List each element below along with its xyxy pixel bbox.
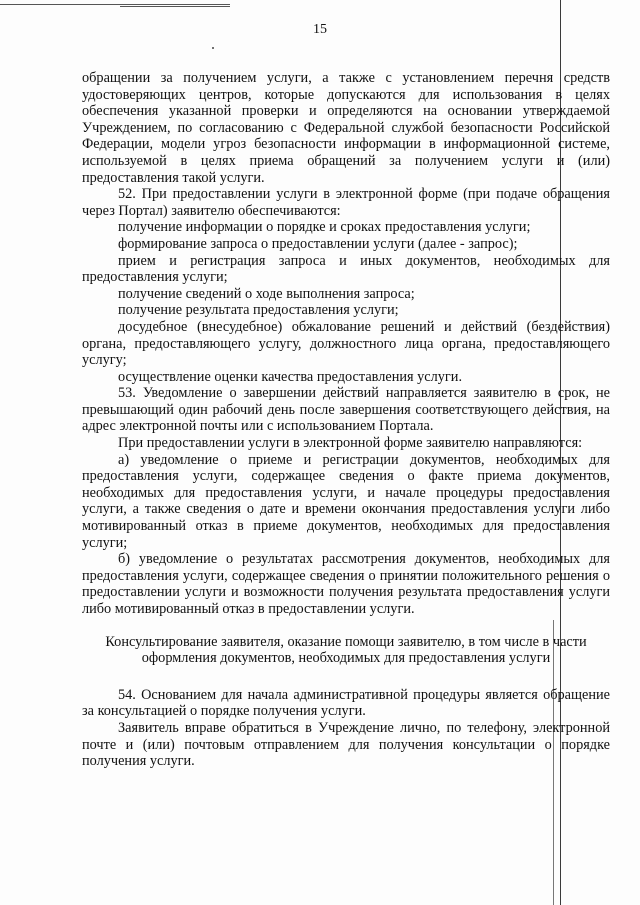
page-number: 15 bbox=[313, 22, 327, 37]
list-item: получение результата предоставления услуги; bbox=[118, 302, 399, 319]
paragraph-53: 53. Уведомление о завершении действий направляется заявителю в срок, не превышающий один рабочий день после завершения соответствующего действия, на адрес электронной почты или с использованием Портала. bbox=[82, 385, 610, 435]
list-item: осуществление оценки качества предоставления услуги. bbox=[118, 368, 463, 385]
section-heading: Консультирование заявителя, оказание помощи заявителю, в том числе в части оформления документов, необходимых для предоставления услуги bbox=[105, 633, 587, 667]
top-rule bbox=[0, 4, 230, 5]
paragraph-52: 52. При предоставлении услуги в электронной форме (при подаче обращения через Портал) заявителю обеспечиваются: bbox=[82, 186, 610, 219]
list-item-b: б) уведомление о результатах рассмотрения документов, необходимых для предоставления услуги, содержащее сведения о принятии положительного решения о предоставлении услуги и возможности получения результата предоставления услуги либо мотивированный отказ в предоставлении услуги. bbox=[82, 551, 610, 617]
list-item: получение информации о порядке и сроках предоставления услуги; bbox=[118, 219, 531, 236]
scan-speck bbox=[212, 47, 214, 49]
document-body bbox=[82, 70, 610, 770]
paragraph: При предоставлении услуги в электронной форме заявителю направляются: bbox=[118, 435, 583, 452]
list-item: прием и регистрация запроса и иных документов, необходимых для предоставления услуги; bbox=[82, 252, 610, 286]
list-item: формирование запроса о предоставлении услуги (далее - запрос); bbox=[118, 235, 518, 252]
paragraph: Заявитель вправе обратиться в Учреждение лично, по телефону, электронной почте и (или) почтовым отправлением для получения консультации о порядке получения услуги. bbox=[82, 719, 610, 770]
list-item-a: а) уведомление о приеме и регистрации документов, необходимых для предоставления услуги, содержащее сведения о факте приема документов, необходимых для предоставления услуги, и начале процедуры предоставления услуги, а также сведения о дате и времени окончания предоставления услуги либо мотивированный отказ в приеме документов, необходимых для предоставления услуги; bbox=[82, 451, 610, 551]
paragraph-54: 54. Основанием для начала административной процедуры является обращение за консультацией о порядке получения услуги. bbox=[82, 686, 610, 720]
paragraph-continuation: обращении за получением услуги, а также с установлением перечня средств удостоверяющих центров, которые допускаются для использования в целях обеспечения указанной проверки и определяются на основании утверждаемой Учреждением, по согласованию с Федеральной службой безопасности Российской Федерации, модели угроз безопасности информации в информационной системе, используемой в целях приема обращений за получением услуги и (или) предоставления такой услуги. bbox=[82, 70, 610, 186]
top-rule-second bbox=[120, 6, 230, 7]
list-item: досудебное (внесудебное) обжалование решений и действий (бездействия) органа, предоставляющего услугу, должностного лица органа, предоставляющего услугу; bbox=[82, 318, 610, 369]
list-item: получение сведений о ходе выполнения запроса; bbox=[118, 285, 415, 302]
